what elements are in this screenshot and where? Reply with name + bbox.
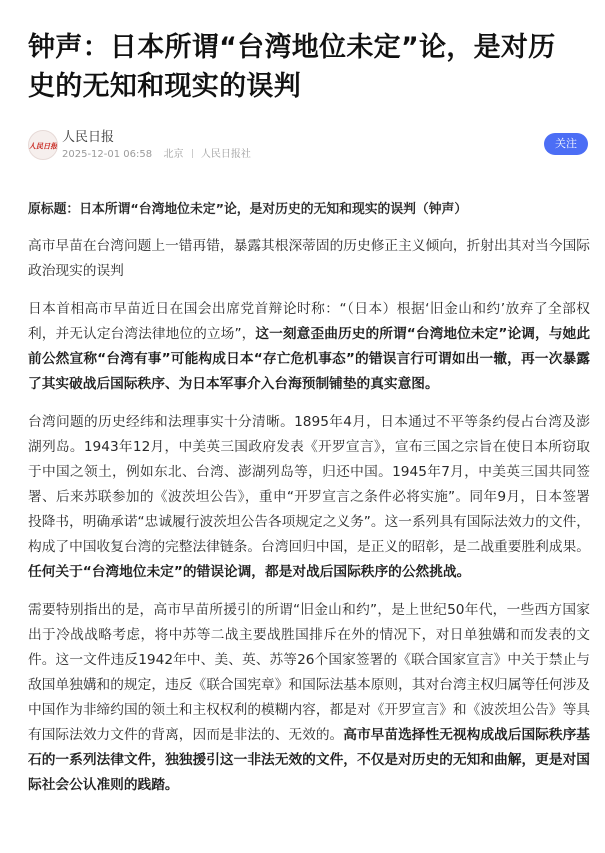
paragraph-1-text: 高市早苗在台湾问题上一错再错，暴露其根深蒂固的历史修正主义倾向，折射出其对当今国际政治现实的误判 — [28, 238, 590, 279]
meta-divider — [192, 149, 193, 158]
paragraph-2-text: 日本首相高市早苗近日在国会出席党首辩论时称：“（日本）根据‘旧金山和约’放弃了全部权利，并无认定台湾法律地位的立场”， — [28, 301, 590, 342]
paragraph-4-bold: 高市早苗选择性无视构成战后国际秩序基石的一系列法律文件，独独援引这一非法无效的文件，不仅是对历史的无知和曲解，更是对国际社会公认准则的践踏。 — [28, 727, 590, 793]
author-meta — [62, 148, 251, 161]
publish-datetime: 2025-12-01 06:58 — [62, 149, 153, 160]
article-title: 钟声：日本所谓“台湾地位未定”论，是对历史的无知和现实的误判 — [28, 32, 556, 102]
author-avatar[interactable] — [28, 130, 58, 160]
author-name[interactable]: 人民日报 — [62, 130, 115, 145]
follow-button[interactable]: 关注 — [544, 133, 588, 155]
paragraph-2 — [28, 297, 590, 397]
publish-source: 人民日报社 — [200, 149, 251, 160]
paragraph-3 — [28, 410, 590, 585]
article-body — [28, 198, 590, 798]
paragraph-3-text: 台湾问题的历史经纬和法理事实十分清晰。1895年4月，日本通过不平等条约侵占台湾及澎湖列岛。1943年12月，中美英三国政府发表《开罗宣言》，宣布三国之宗旨在使日本所窃取于中国之领土，例如东北、台湾、澎湖列岛等，归还中国。1945年7月，中美英三国共同签署、后来苏联参加的《波茨坦公告》，重申“开罗宣言之条件必将实施”。同年9月，日本签署投降书，明确承诺“忠诚履行波茨坦公告各项规定之义务”。这一系列具有国际法效力的文件，构成了中国收复台湾的完整法律链条。台湾回归中国，是正义的昭彰，是二战重要胜利成果。 — [28, 414, 590, 555]
author-row — [28, 128, 590, 164]
people-daily-logo-icon — [29, 131, 57, 159]
paragraph-4-text: 需要特别指出的是，高市早苗所援引的所谓“旧金山和约”，是上世纪50年代，一些西方国家出于冷战战略考虑，将中苏等二战主要战胜国排斥在外的情况下，对日单独媾和而发表的文件。这一文件违反1942年中、美、英、苏等26个国家签署的《联合国家宣言》中关于禁止与敌国单独媾和的规定，违反《联合国宪章》和国际法基本原则，其对台湾主权归属等任何涉及中国作为非缔约国的领土和主权权利的模糊内容，都是对《开罗宣言》和《波茨坦公告》等具有国际法效力文件的背离，因而是非法的、无效的。 — [28, 602, 590, 743]
paragraph-4 — [28, 598, 590, 798]
paragraph-1 — [28, 234, 590, 284]
logo-lettering: 人民日报 — [29, 141, 57, 151]
original-title: 原标题：日本所谓“台湾地位未定”论，是对历史的无知和现实的误判（钟声） — [28, 202, 468, 217]
paragraph-3-bold: 任何关于“台湾地位未定”的错误论调，都是对战后国际秩序的公然挑战。 — [28, 564, 471, 580]
publish-location: 北京 — [163, 149, 184, 160]
paragraph-2-bold: 这一刻意歪曲历史的所谓“台湾地位未定”论调，与她此前公然宣称“台湾有事”可能构成日本“存亡危机事态”的错误言行可谓如出一辙，再一次暴露了其实破战后国际秩序、为日本军事介入台海预制铺垫的真实意图。 — [28, 326, 591, 392]
